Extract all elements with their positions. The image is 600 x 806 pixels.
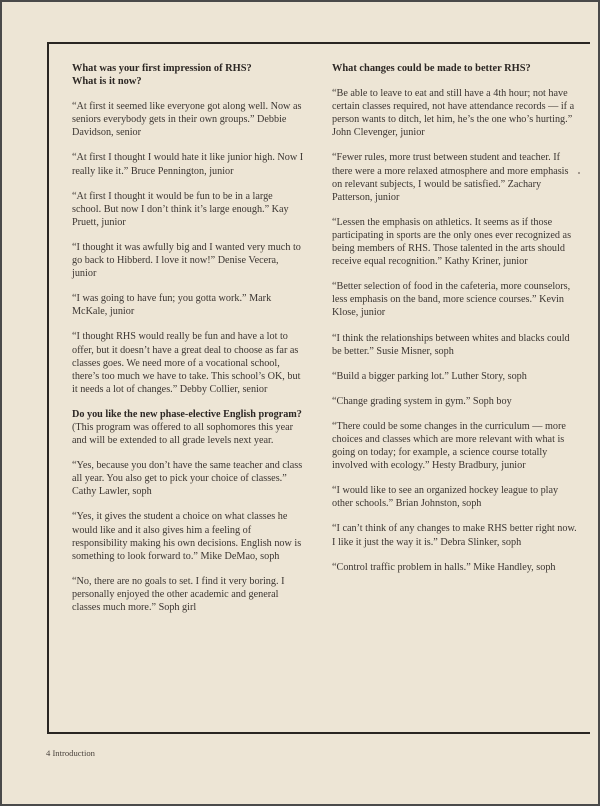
answer: “No, there are no goals to set. I find it very boring. I personally enjoyed the other academic and general classes much more.” Soph girl <box>72 575 285 613</box>
right-column <box>332 62 580 586</box>
answer: “At first I thought I would hate it like junior high. Now I really like it.” Bruce Pennington, junior <box>72 152 304 177</box>
answer: “Fewer rules, more trust between student and teacher. If there were a more relaxed atmosphere and more emphasis on relevant subjects, I would be satisfied.” Zachary Patterson, junior <box>332 152 569 203</box>
question-changes: What changes could be made to better RHS? <box>332 63 531 74</box>
answer: “At first I thought it would be fun to be in a large school. But now I don’t think it’s large enough.” Kay Pruett, junior <box>72 190 289 228</box>
answer: “Change grading system in gym.” Soph boy <box>332 395 512 407</box>
answer: “I would like to see an organized hockey league to play other schools.” Brian Johnston, soph <box>332 485 559 510</box>
question-english-program: Do you like the new phase-elective English program? (This program was offered to all sophomores this year and will be extended to all grade levels next year. <box>72 408 302 447</box>
answer: “Control traffic problem in halls.” Mike Handley, soph <box>332 561 556 573</box>
answer: “At first it seemed like everyone got along well. Now as seniors everybody gets in their own groups.” Debbie Davidson, senior <box>72 101 302 139</box>
answer: “There could be some changes in the curriculum — more choices and classes which are more relevant with what is going on today; for example, a science course totally involved with ecology.” Hesty Bradbury, junior <box>332 420 566 472</box>
answer: “I thought RHS would really be fun and have a lot to offer, but it doesn’t have a great deal to choose as far as classes goes. We need more of a vocational school, there’s too much we have to take. This school’s OK, but it needs a lot of changes.” Debby Collier, senior <box>72 331 301 395</box>
answer: “I think the relationships between whites and blacks could be better.” Susie Misner, soph <box>332 332 570 357</box>
answer: “Lessen the emphasis on athletics. It seems as if those participating in sports are the only ones ever recognized as being members of RHS. Those talented in the arts should receive equal recognition.” Kathy Kriner, junior <box>332 216 572 268</box>
answer: “Better selection of food in the cafeteria, more counselors, less emphasis on the band, more science courses.” Kevin Klose, junior <box>332 281 571 319</box>
answer: “Yes, because you don’t have the same teacher and class all year. You also get to pick your choice of classes.” Cathy Lawler, soph <box>72 460 303 498</box>
left-column <box>72 62 304 626</box>
answer: “I can’t think of any changes to make RHS better right now. I like it just the way it is.” Debra Slinker, soph <box>332 523 577 548</box>
answer: “Be able to leave to eat and still have a 4th hour; not have certain classes required, not have attendance records — if a person wants to ditch, let him, he’s the one who’s hurting.” John Clevenger, junior <box>332 88 575 139</box>
question-first-impression: What was your first impression of RHS? What is it now? <box>72 63 252 88</box>
answer: “I thought it was awfully big and I wanted very much to go back to Hibberd. I love it now!” Denise Vecera, junior <box>72 241 301 280</box>
answer: “I was going to have fun; you gotta work.” Mark McKale, junior <box>72 293 272 318</box>
page-folio: 4 Introduction <box>46 748 95 758</box>
answer: “Build a bigger parking lot.” Luther Story, soph <box>332 370 527 382</box>
answer: “Yes, it gives the student a choice on what classes he would like and it also gives him a feeling of responsibility making his own decisions. English now is something to look forward to.” Mike DeMao, soph <box>72 511 302 562</box>
